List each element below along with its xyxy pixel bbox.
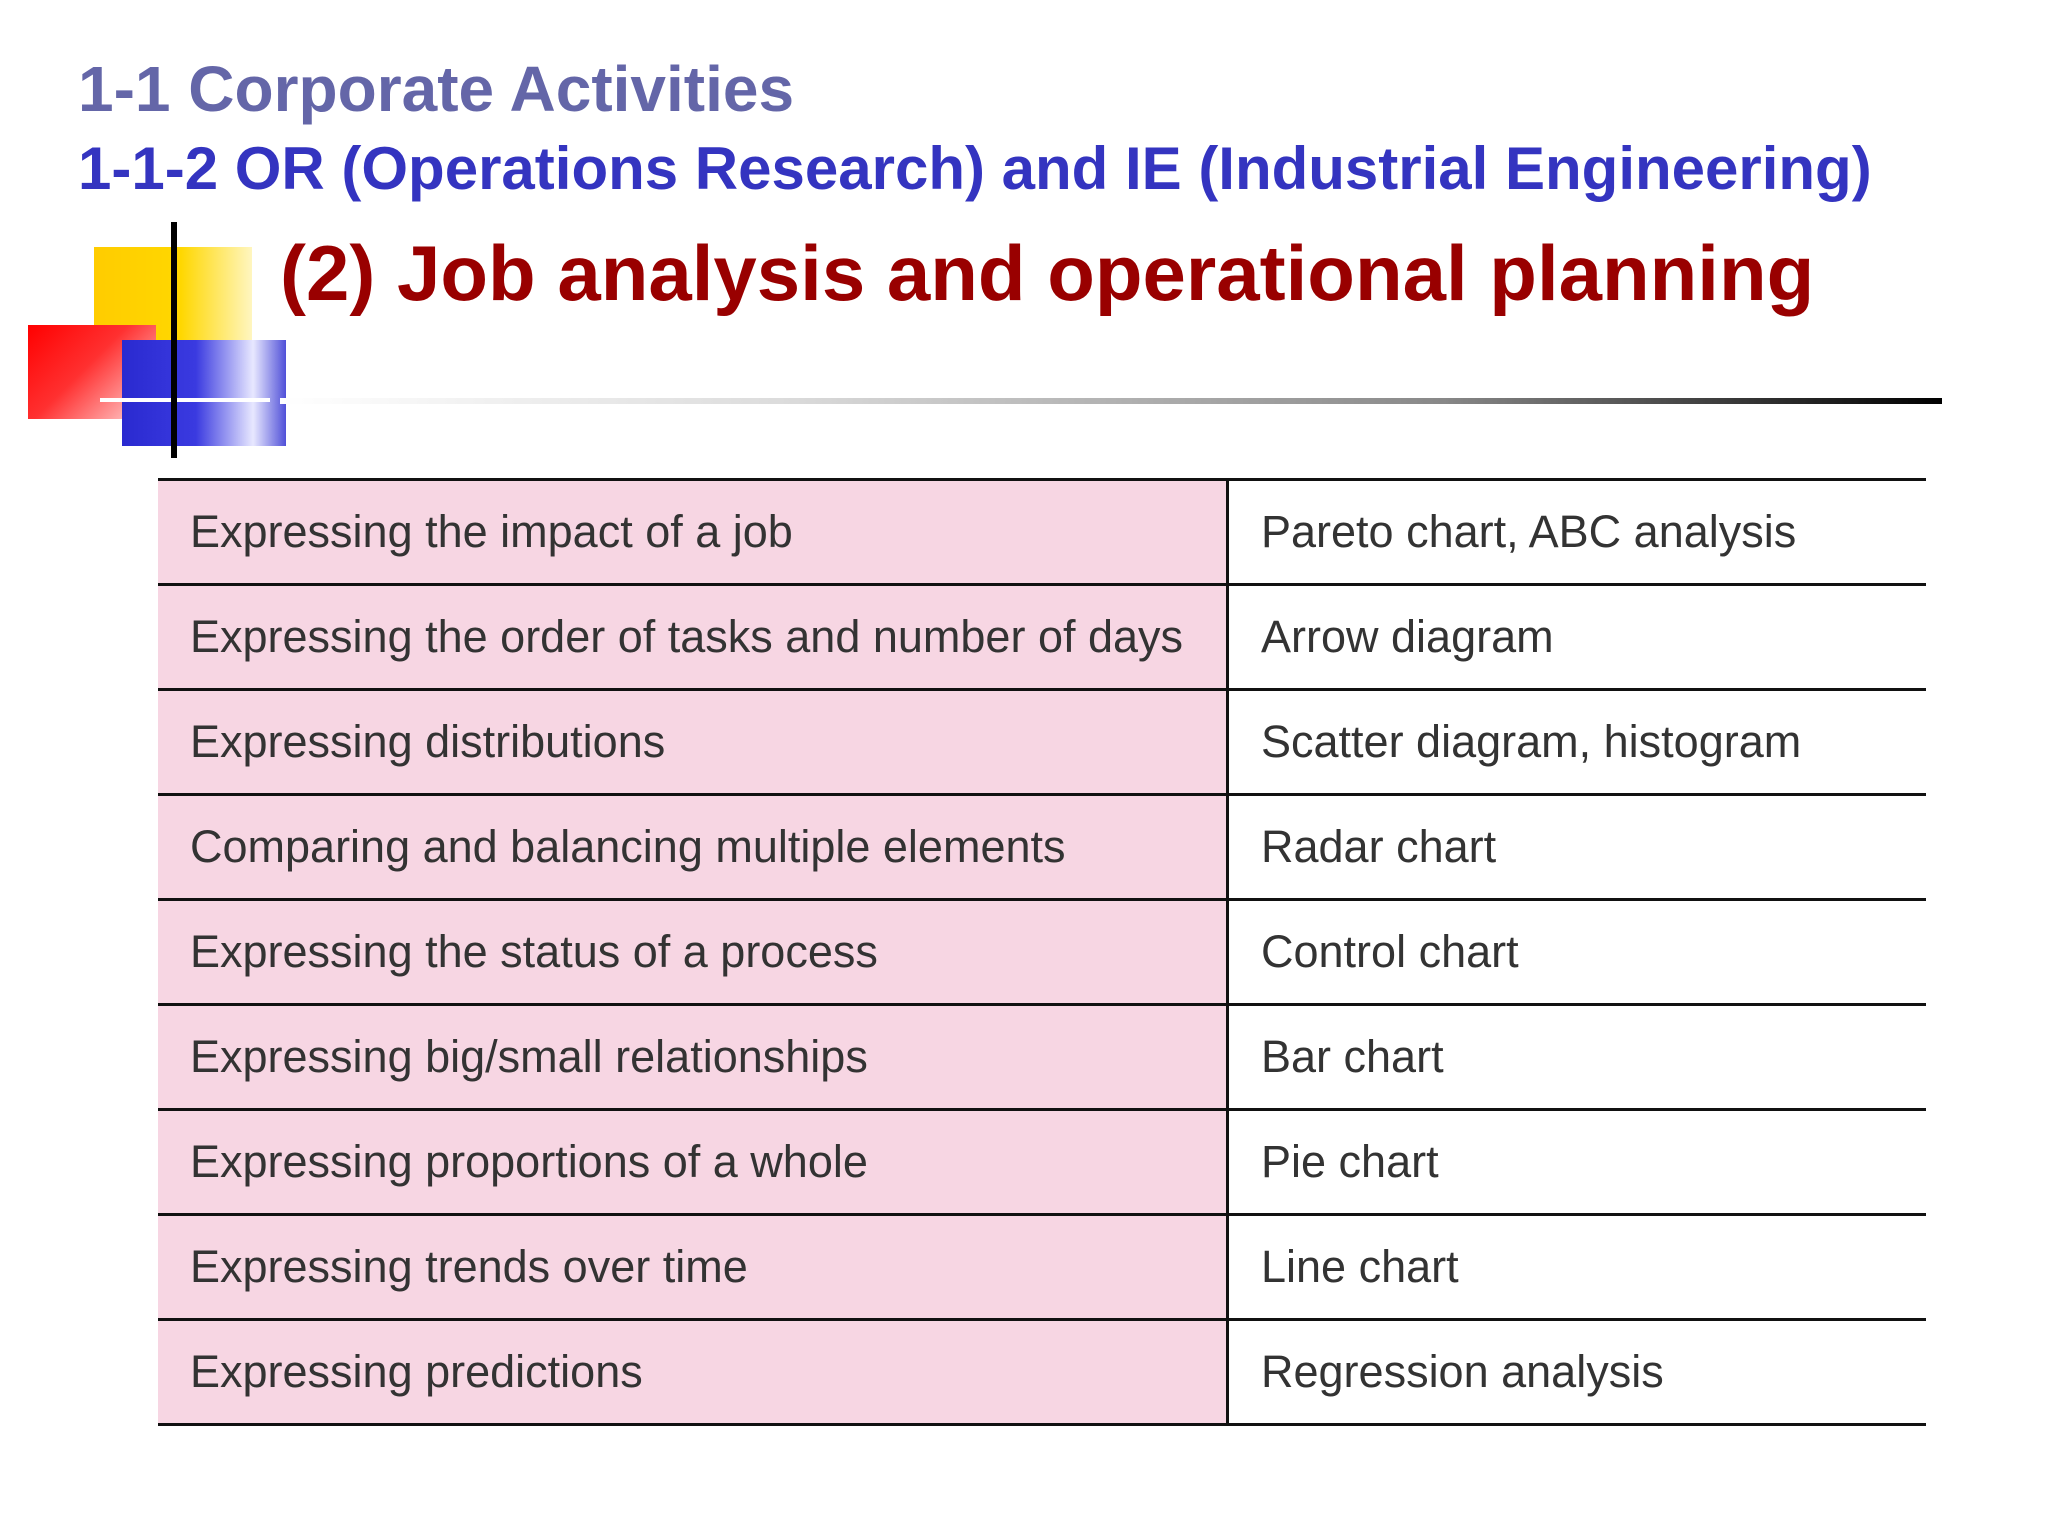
table-row xyxy=(158,795,1926,900)
method-cell: Arrow diagram xyxy=(1228,585,1927,690)
purpose-cell: Expressing proportions of a whole xyxy=(158,1110,1228,1215)
purpose-cell: Expressing distributions xyxy=(158,690,1228,795)
table-row xyxy=(158,900,1926,1005)
slide-title: (2) Job analysis and operational planning xyxy=(280,229,1815,317)
purpose-cell: Expressing predictions xyxy=(158,1320,1228,1425)
method-cell: Control chart xyxy=(1228,900,1927,1005)
table-row xyxy=(158,1110,1926,1215)
purpose-cell: Expressing the impact of a job xyxy=(158,480,1228,585)
section-heading: 1-1 Corporate Activities xyxy=(78,53,795,125)
decorative-white-line xyxy=(100,398,270,402)
purpose-cell: Expressing the status of a process xyxy=(158,900,1228,1005)
method-cell: Pie chart xyxy=(1228,1110,1927,1215)
method-cell: Radar chart xyxy=(1228,795,1927,900)
purpose-cell: Expressing trends over time xyxy=(158,1215,1228,1320)
method-cell: Bar chart xyxy=(1228,1005,1927,1110)
method-cell: Scatter diagram, histogram xyxy=(1228,690,1927,795)
title-underline-rule xyxy=(280,398,1942,404)
purpose-cell: Expressing big/small relationships xyxy=(158,1005,1228,1110)
table-row xyxy=(158,1215,1926,1320)
purpose-cell: Expressing the order of tasks and number of days xyxy=(158,585,1228,690)
analysis-methods-table xyxy=(158,478,1926,1426)
decorative-vertical-line xyxy=(171,222,177,458)
subsection-heading: 1-1-2 OR (Operations Research) and IE (Industrial Engineering) xyxy=(78,135,1872,202)
purpose-cell: Comparing and balancing multiple elements xyxy=(158,795,1228,900)
table-row xyxy=(158,1005,1926,1110)
table-row xyxy=(158,690,1926,795)
table-row xyxy=(158,585,1926,690)
method-cell: Pareto chart, ABC analysis xyxy=(1228,480,1927,585)
table-row xyxy=(158,1320,1926,1425)
decorative-blue-square xyxy=(122,340,286,446)
method-cell: Regression analysis xyxy=(1228,1320,1927,1425)
method-cell: Line chart xyxy=(1228,1215,1927,1320)
table-row xyxy=(158,480,1926,585)
